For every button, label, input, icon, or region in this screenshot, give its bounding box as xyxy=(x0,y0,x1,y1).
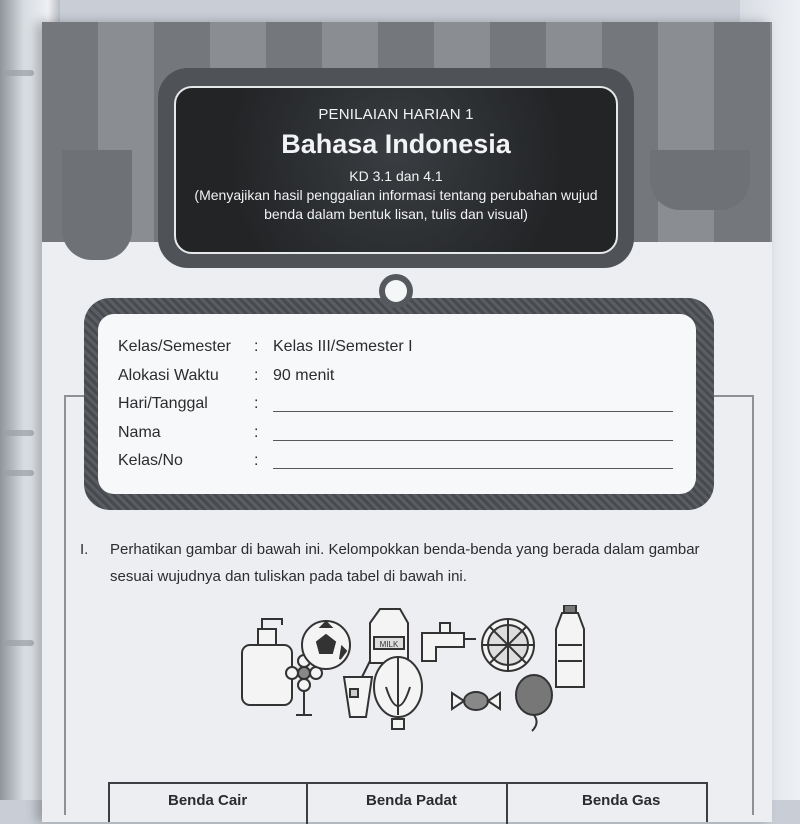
info-value: 90 menit xyxy=(273,367,335,384)
title-box xyxy=(174,86,618,254)
kd-description: (Menyajikan hasil penggalian informasi tentang perubahan wujud benda dalam bentuk lisan, tulis dan visual) xyxy=(194,187,598,222)
info-label: Kelas/No xyxy=(118,452,183,469)
info-colon: : xyxy=(254,367,259,384)
hot-air-balloon-icon xyxy=(374,657,422,729)
table-header-solid: Benda Padat xyxy=(366,792,457,809)
assessment-kicker: PENILAIAN HARIAN 1 xyxy=(318,106,474,123)
milk-carton-icon xyxy=(370,609,408,663)
water-bottle-icon xyxy=(556,605,584,687)
objects-illustration xyxy=(236,605,596,735)
info-value: Kelas III/Semester I xyxy=(273,338,413,355)
info-label: Hari/Tanggal xyxy=(118,395,208,412)
kd-label: KD 3.1 dan 4.1 xyxy=(349,168,443,184)
info-colon: : xyxy=(254,395,259,412)
table-separator xyxy=(306,784,308,824)
info-label: Alokasi Waktu xyxy=(118,367,219,384)
pizza-icon xyxy=(482,619,534,671)
drink-glass-icon xyxy=(344,661,372,717)
question-1 xyxy=(80,536,740,590)
info-label: Nama xyxy=(118,424,161,441)
date-answer-line[interactable] xyxy=(273,411,673,412)
question-number: I. xyxy=(80,541,89,558)
table-separator xyxy=(506,784,508,824)
milk-carton-label: MILK xyxy=(379,640,399,649)
info-colon: : xyxy=(254,424,259,441)
table-header-gas: Benda Gas xyxy=(582,792,661,809)
question-text: Perhatikan gambar di bawah ini. Kelompokkan benda-benda yang berada dalam gambar sesuai wujudnya dan tuliskan pada tabel di bawah ini. xyxy=(110,541,700,585)
soap-dispenser-icon xyxy=(242,619,292,705)
connector-dot xyxy=(385,280,407,302)
candy-icon xyxy=(452,692,500,710)
decorative-drip xyxy=(62,150,132,260)
subject-title: Bahasa Indonesia xyxy=(281,129,511,159)
decorative-drip xyxy=(650,150,750,210)
faucet-icon xyxy=(422,623,476,661)
info-label: Kelas/Semester xyxy=(118,338,231,355)
info-colon: : xyxy=(254,452,259,469)
class-number-answer-line[interactable] xyxy=(273,468,673,469)
balloon-icon xyxy=(516,675,552,731)
answer-table xyxy=(108,782,708,822)
table-header-liquid: Benda Cair xyxy=(168,792,248,809)
soccer-ball-icon xyxy=(302,621,350,669)
info-colon: : xyxy=(254,338,259,355)
name-answer-line[interactable] xyxy=(273,440,673,441)
